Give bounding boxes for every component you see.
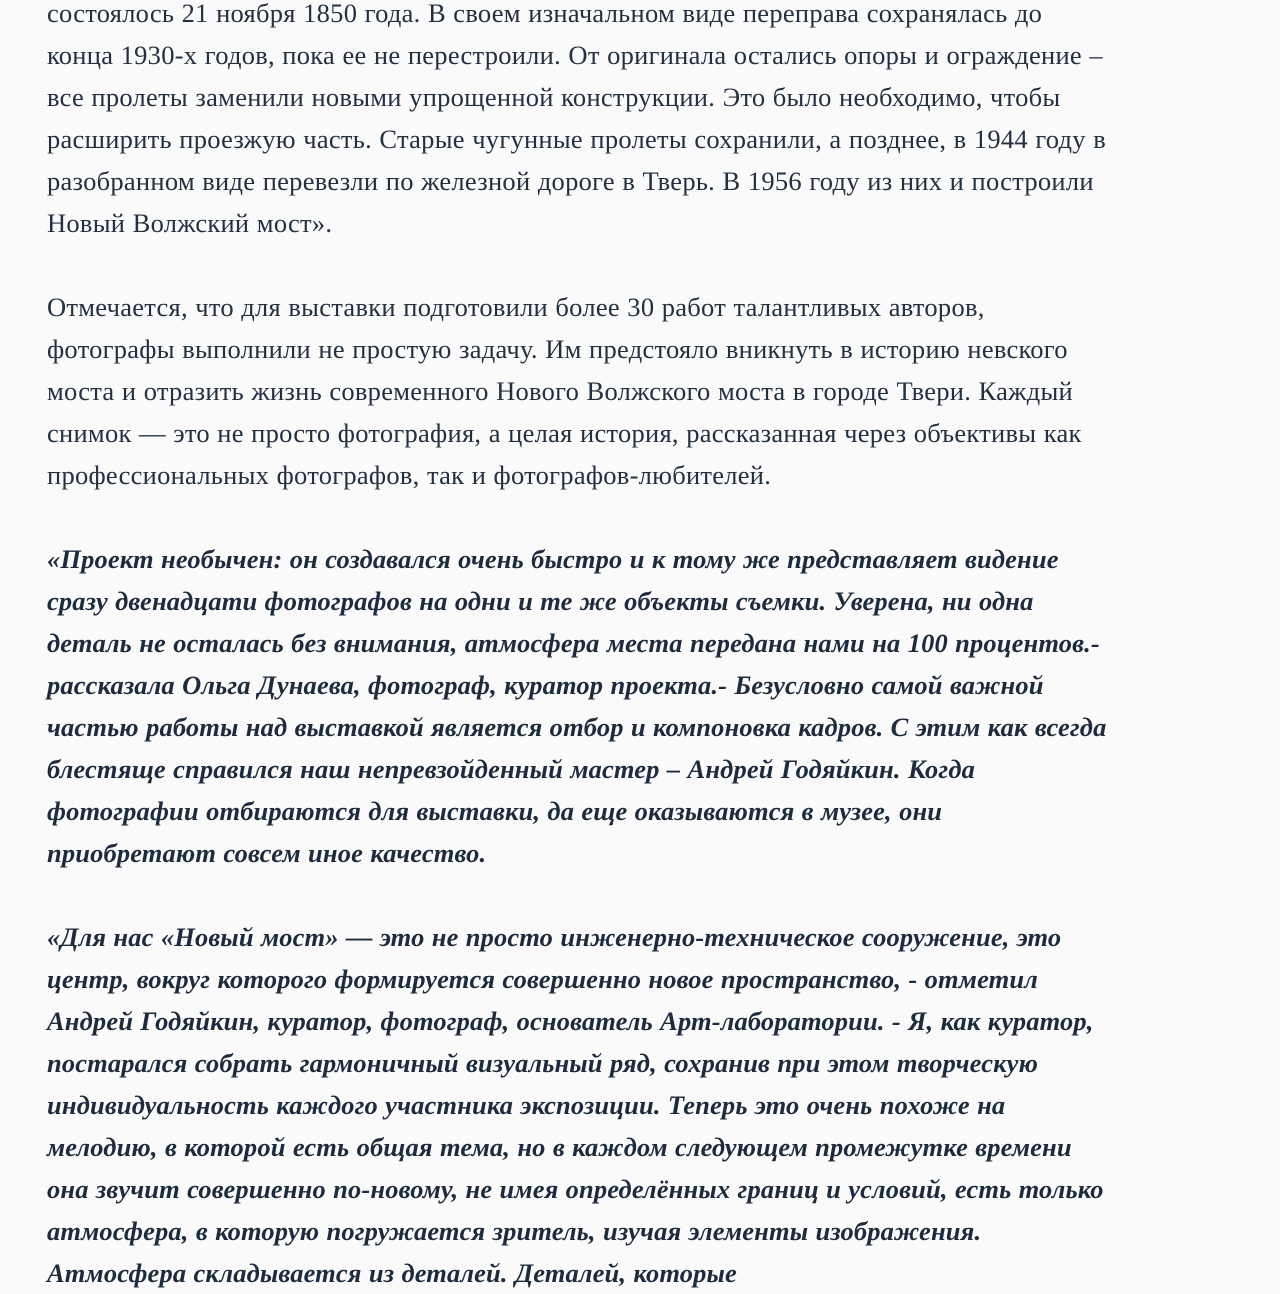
quote-godyaykin: «Для нас «Новый мост» — это не просто инженерно-техническое сооружение, это центр, вокруг которого формируется совершенно новое пространство, - отметил Андрей Годяйкин, куратор, фотограф, основатель Арт-лаборатории. - Я, как куратор, постарался собрать гармоничный визуальный ряд, сохранив при этом творческую индивидуальность каждого участника экспозиции. Теперь это очень похоже на мелодию, в которой есть общая тема, но в каждом следующем промежутке времени она звучит совершенно по-новому, не имея определённых границ и условий, есть только атмосфера, в которую погружается зритель, изучая элементы изображения. Атмосфера складывается из деталей. Деталей, которые [47,922,1104,1288]
quote-dunaeva: «Проект необычен: он создавался очень быстро и к тому же представляет видение сразу двенадцати фотографов на одни и те же объекты съемки. Уверена, ни одна деталь не осталась без внимания, атмосфера места передана нами на 100 процентов.- рассказала Ольга Дунаева, фотограф, куратор проекта.- Безусловно самой важной частью работы над выставкой является отбор и компоновка кадров. С этим как всегда блестяще справился наш непревзойденный мастер – Андрей Годяйкин. Когда фотографии отбираются для выставки, да еще оказываются в музее, они приобретают совсем иное качество. [47,544,1107,868]
paragraph-history: состоялось 21 ноября 1850 года. В своем изначальном виде переправа сохранялась до конца 1930-х годов, пока ее не перестроили. От оригинала остались опоры и ограждение – все пролеты заменили новыми упрощенной конструкции. Это было необходимо, чтобы расширить проезжую часть. Старые чугунные пролеты сохранили, а позднее, в 1944 году в разобранном виде перевезли по железной дороге в Тверь. В 1956 году из них и построили Новый Волжский мост». [47,0,1107,238]
paragraph-exhibition: Отмечается, что для выставки подготовили более 30 работ талантливых авторов, фотографы выполнили не простую задачу. Им предстояло вникнуть в историю невского моста и отразить жизнь современного Нового Волжского моста в городе Твери. Каждый снимок — это не просто фотография, а целая история, рассказанная через объективы как профессиональных фотографов, так и фотографов-любителей. [47,292,1082,490]
